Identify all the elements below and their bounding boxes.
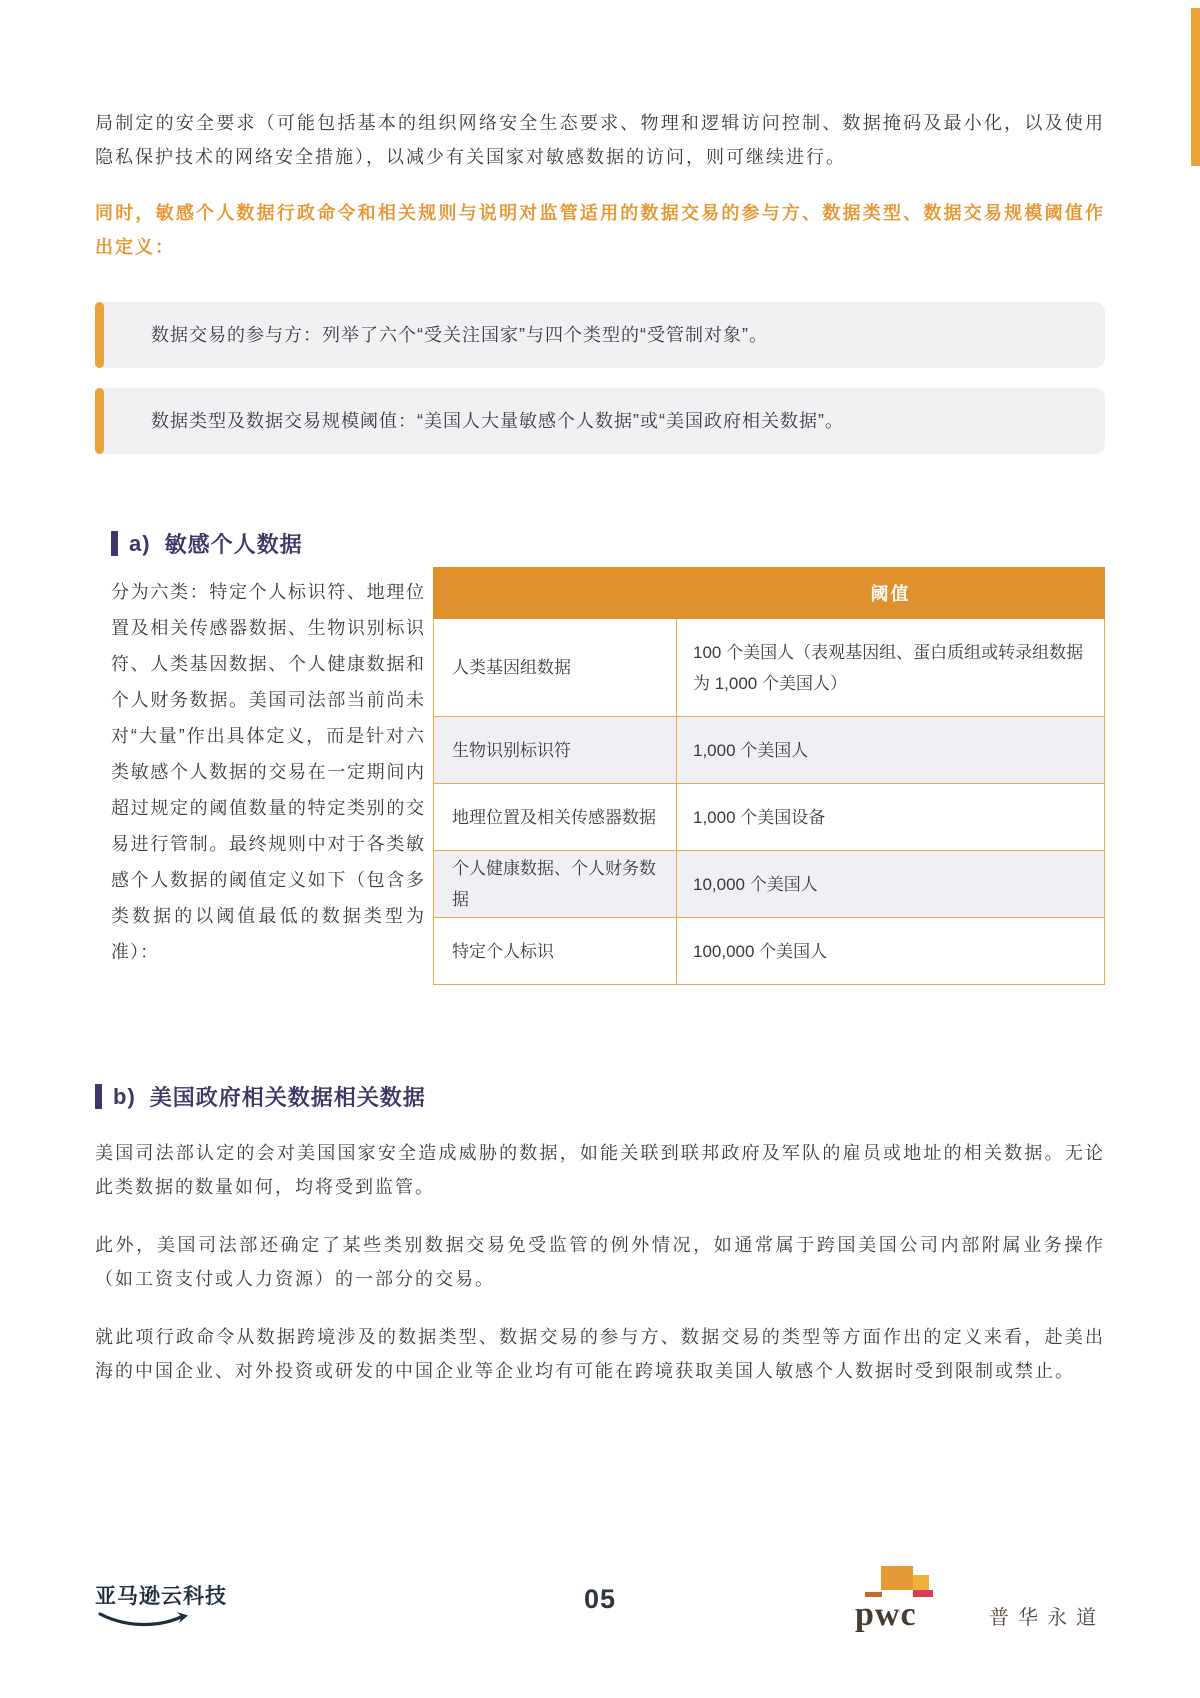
- aws-logo-text: 亚马逊云科技: [95, 1585, 227, 1608]
- section-a-body: 分为六类：特定个人标识符、地理位置及相关传感器数据、生物识别标识符、人类基因数据、个人健康数据和个人财务数据。美国司法部当前尚未对“大量”作出具体定义，而是针对六类敏感个人数据的交易在一定期间内超过规定的阈值数量的特定类别的交易进行管制。最终规则中对于各类敏感个人数据的阈值定义如下（包含多类数据的以阈值最低的数据类型为准）：: [111, 582, 425, 962]
- threshold-cell: 10,000 个美国人: [677, 851, 1105, 918]
- threshold-cell: 100,000 个美国人: [677, 918, 1105, 985]
- callout-text: 数据类型及数据交易规模阈值：“美国人大量敏感个人数据”或“美国政府相关数据”。: [95, 388, 1105, 454]
- aws-logo: [95, 1580, 227, 1628]
- heading-accent-bar: [95, 1084, 102, 1109]
- highlight-paragraph: 同时，敏感个人数据行政命令和相关规则与说明对监管适用的数据交易的参与方、数据类型、数据交易规模阈值作出定义：: [95, 203, 1105, 257]
- page-footer: [95, 1566, 1105, 1646]
- callout-participants: [95, 302, 1105, 368]
- callout-text: 数据交易的参与方：列举了六个“受关注国家”与四个类型的“受管制对象”。: [95, 302, 1105, 368]
- threshold-cell: 100 个美国人（表观基因组、蛋白质组或转录组数据为 1,000 个美国人）: [677, 619, 1105, 717]
- callout-data-types: [95, 388, 1105, 454]
- threshold-table-header: [434, 568, 1105, 619]
- section-a-label: a): [129, 530, 151, 556]
- section-a-title: 敏感个人数据: [164, 532, 303, 557]
- pwc-logo-text: pwc: [855, 1596, 917, 1633]
- callout-accent-bar: [95, 388, 104, 454]
- page-number: 05: [583, 1584, 617, 1614]
- category-cell: 人类基因组数据: [434, 619, 677, 717]
- threshold-cell: 1,000 个美国人: [677, 717, 1105, 784]
- section-b-heading: [95, 1081, 1105, 1112]
- section-a-text-column: [95, 528, 425, 970]
- table-row: [434, 717, 1105, 784]
- amazon-smile-icon: [97, 1611, 193, 1628]
- callout-accent-bar: [95, 302, 104, 368]
- threshold-column-header: 阈值: [677, 568, 1105, 619]
- category-cell: 个人健康数据、个人财务数据: [434, 851, 677, 918]
- pwc-logo-icon: [855, 1566, 947, 1640]
- section-a: [95, 528, 1105, 985]
- section-b-paragraph: 就此项行政命令从数据跨境涉及的数据类型、数据交易的参与方、数据交易的类型等方面作出的定义来看，赴美出海的中国企业、对外投资或研发的中国企业等企业均有可能在跨境获取美国人敏感个人数据时受到限制或禁止。: [95, 1327, 1105, 1381]
- intro-paragraph: 局制定的安全要求（可能包括基本的组织网络安全生态要求、物理和逻辑访问控制、数据掩码及最小化，以及使用隐私保护技术的网络安全措施），以减少有关国家对敏感数据的访问，则可继续进行。: [95, 113, 1105, 167]
- threshold-cell: 1,000 个美国设备: [677, 784, 1105, 851]
- section-b-paragraph: 美国司法部认定的会对美国国家安全造成威胁的数据，如能关联到联邦政府及军队的雇员或地址的相关数据。无论此类数据的数量如何，均将受到监管。: [95, 1143, 1105, 1197]
- threshold-table: [433, 567, 1105, 985]
- section-b-paragraph: 此外，美国司法部还确定了某些类别数据交易免受监管的例外情况，如通常属于跨国美国公司内部附属业务操作（如工资支付或人力资源）的一部分的交易。: [95, 1235, 1105, 1289]
- category-column-header: [434, 568, 677, 619]
- page-edge-accent-bar: [1191, 8, 1200, 166]
- section-b-label: b): [113, 1083, 136, 1109]
- pwc-chinese-name: 普华永道: [989, 1607, 1105, 1629]
- heading-accent-bar: [111, 531, 118, 556]
- table-row: [434, 918, 1105, 985]
- table-row: [434, 851, 1105, 918]
- category-cell: 特定个人标识: [434, 918, 677, 985]
- section-b-title: 美国政府相关数据相关数据: [149, 1085, 426, 1110]
- page-content: [0, 106, 1200, 1388]
- category-cell: 生物识别标识符: [434, 717, 677, 784]
- category-cell: 地理位置及相关传感器数据: [434, 784, 677, 851]
- table-row: [434, 619, 1105, 717]
- section-a-heading: [111, 528, 425, 559]
- table-row: [434, 784, 1105, 851]
- pwc-logo: [855, 1566, 1105, 1640]
